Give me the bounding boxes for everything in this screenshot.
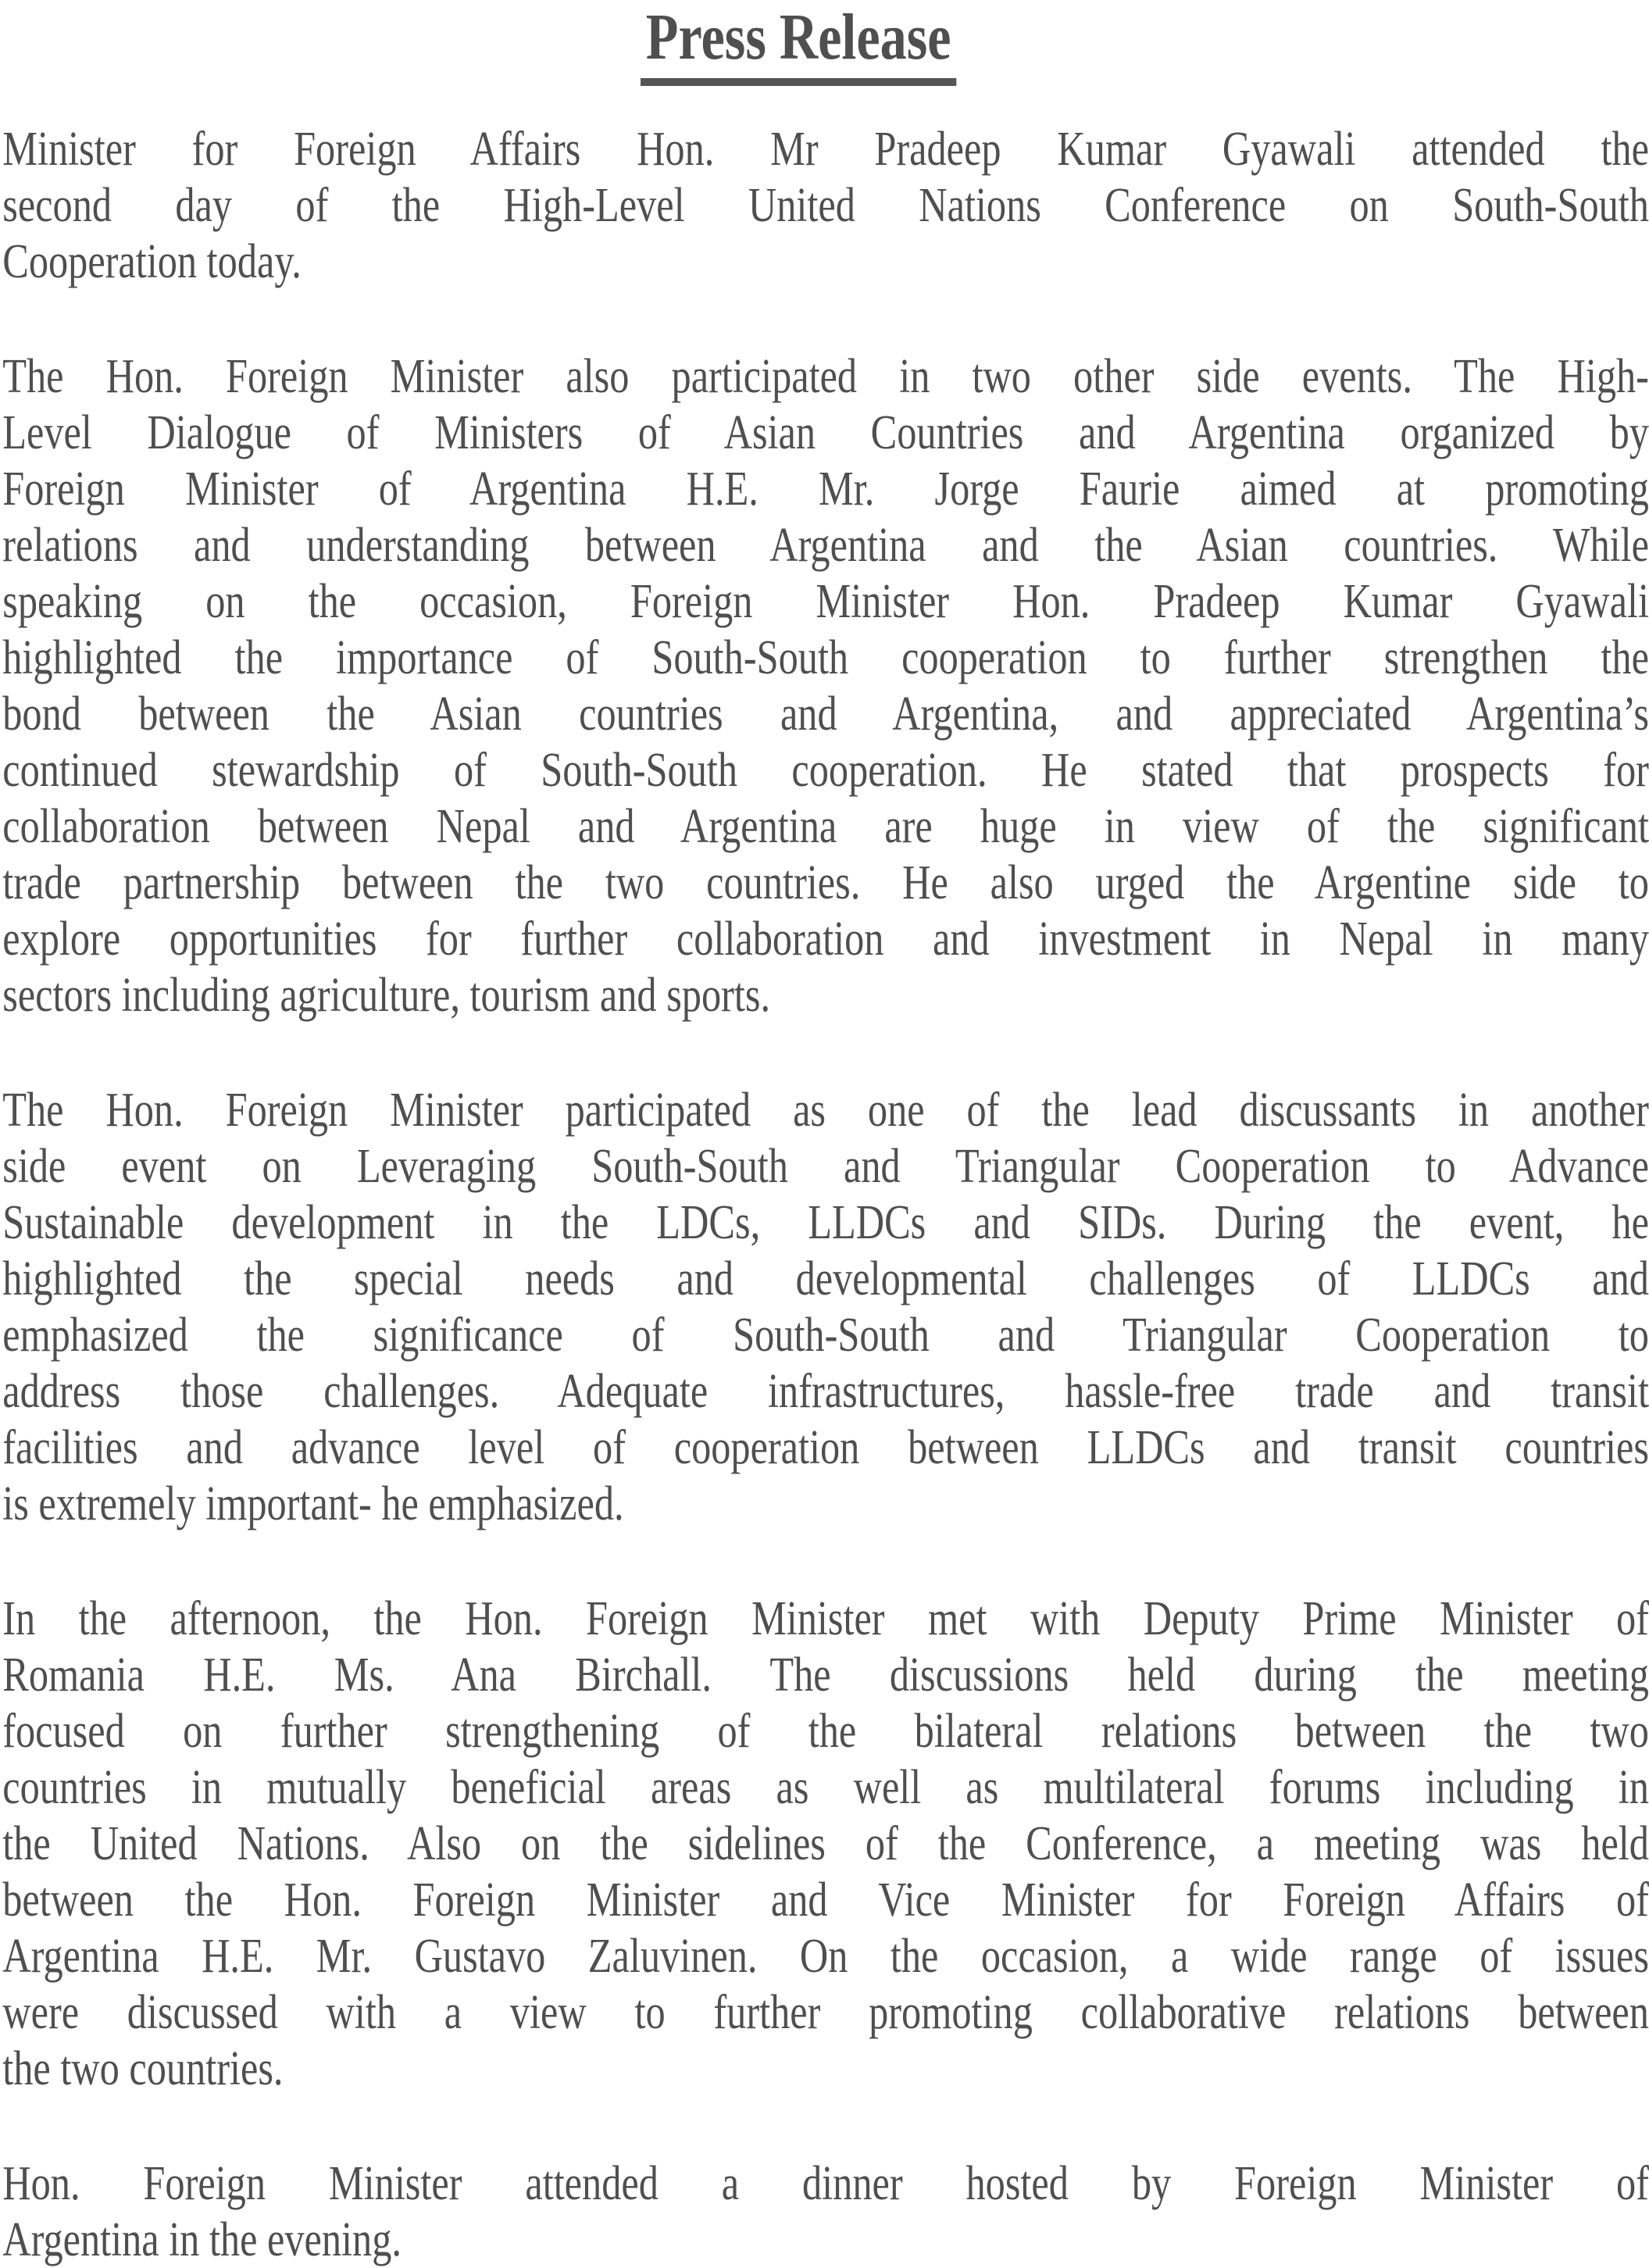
text-line: The Hon. Foreign Minister participated as one of the lead discussants in another: [2, 1084, 1649, 1137]
text-line: Foreign Minister of Argentina H.E. Mr. Jorge Faurie aimed at promoting: [2, 463, 1649, 516]
text-line: the United Nations. Also on the sidelines of the Conference, a meeting was held: [2, 1817, 1649, 1870]
text-line: countries in mutually beneficial areas as well as multilateral forums including in: [2, 1761, 1649, 1814]
text-line: Minister for Foreign Affairs Hon. Mr Pradeep Kumar Gyawali attended the: [2, 123, 1649, 176]
text-line: second day of the High-Level United Nations Conference on South-South: [2, 179, 1649, 232]
text-line: collaboration between Nepal and Argentina are huge in view of the significant: [2, 800, 1649, 853]
text-line: relations and understanding between Argentina and the Asian countries. While: [2, 519, 1649, 572]
paragraph: [2, 348, 1649, 1023]
document-body: [2, 121, 1649, 2268]
text-line: highlighted the special needs and developmental challenges of LLDCs and: [2, 1252, 1649, 1305]
text-line: speaking on the occasion, Foreign Minister Hon. Pradeep Kumar Gyawali: [2, 575, 1649, 628]
text-line: explore opportunities for further collaboration and investment in Nepal in many: [2, 913, 1649, 966]
document-title-text: Press Release: [641, 1, 956, 86]
text-line: Argentina in the evening.: [2, 2213, 402, 2266]
text-line: trade partnership between the two countries. He also urged the Argentine side to: [2, 856, 1649, 909]
text-line: focused on further strengthening of the bilateral relations between the two: [2, 1705, 1649, 1758]
text-line: bond between the Asian countries and Argentina, and appreciated Argentina’s: [2, 688, 1649, 741]
paragraph: [2, 1591, 1649, 2097]
text-line: Cooperation today.: [2, 235, 302, 288]
paragraph: [2, 1082, 1649, 1532]
document-title: [2, 0, 1594, 75]
text-line: address those challenges. Adequate infrastructures, hassle-free trade and transit: [2, 1365, 1649, 1418]
text-line: continued stewardship of South-South cooperation. He stated that prospects for: [2, 744, 1649, 797]
text-line: sectors including agriculture, tourism and sports.: [2, 969, 771, 1022]
text-line: Hon. Foreign Minister attended a dinner hosted by Foreign Minister of: [2, 2157, 1649, 2210]
text-line: facilities and advance level of cooperation between LLDCs and transit countries: [2, 1421, 1649, 1474]
text-line: the two countries.: [2, 2042, 284, 2095]
text-line: were discussed with a view to further promoting collaborative relations between: [2, 1986, 1649, 2039]
text-line: side event on Leveraging South-South and Triangular Cooperation to Advance: [2, 1140, 1649, 1193]
text-line: Romania H.E. Ms. Ana Birchall. The discussions held during the meeting: [2, 1648, 1649, 1702]
text-line: is extremely important- he emphasized.: [2, 1477, 624, 1530]
text-line: emphasized the significance of South-South and Triangular Cooperation to: [2, 1309, 1649, 1362]
text-line: highlighted the importance of South-South cooperation to further strengthen the: [2, 631, 1649, 684]
text-line: In the afternoon, the Hon. Foreign Minister met with Deputy Prime Minister of: [2, 1592, 1649, 1645]
text-line: between the Hon. Foreign Minister and Vice Minister for Foreign Affairs of: [2, 1873, 1649, 1927]
paragraph: [2, 121, 1649, 290]
text-line: The Hon. Foreign Minister also participated in two other side events. The High-: [2, 350, 1649, 403]
text-line: Level Dialogue of Ministers of Asian Countries and Argentina organized by: [2, 406, 1649, 459]
paragraph: [2, 2155, 1649, 2268]
text-line: Sustainable development in the LDCs, LLDCs and SIDs. During the event, he: [2, 1196, 1649, 1249]
text-line: Argentina H.E. Mr. Gustavo Zaluvinen. On the occasion, a wide range of issues: [2, 1930, 1649, 1983]
